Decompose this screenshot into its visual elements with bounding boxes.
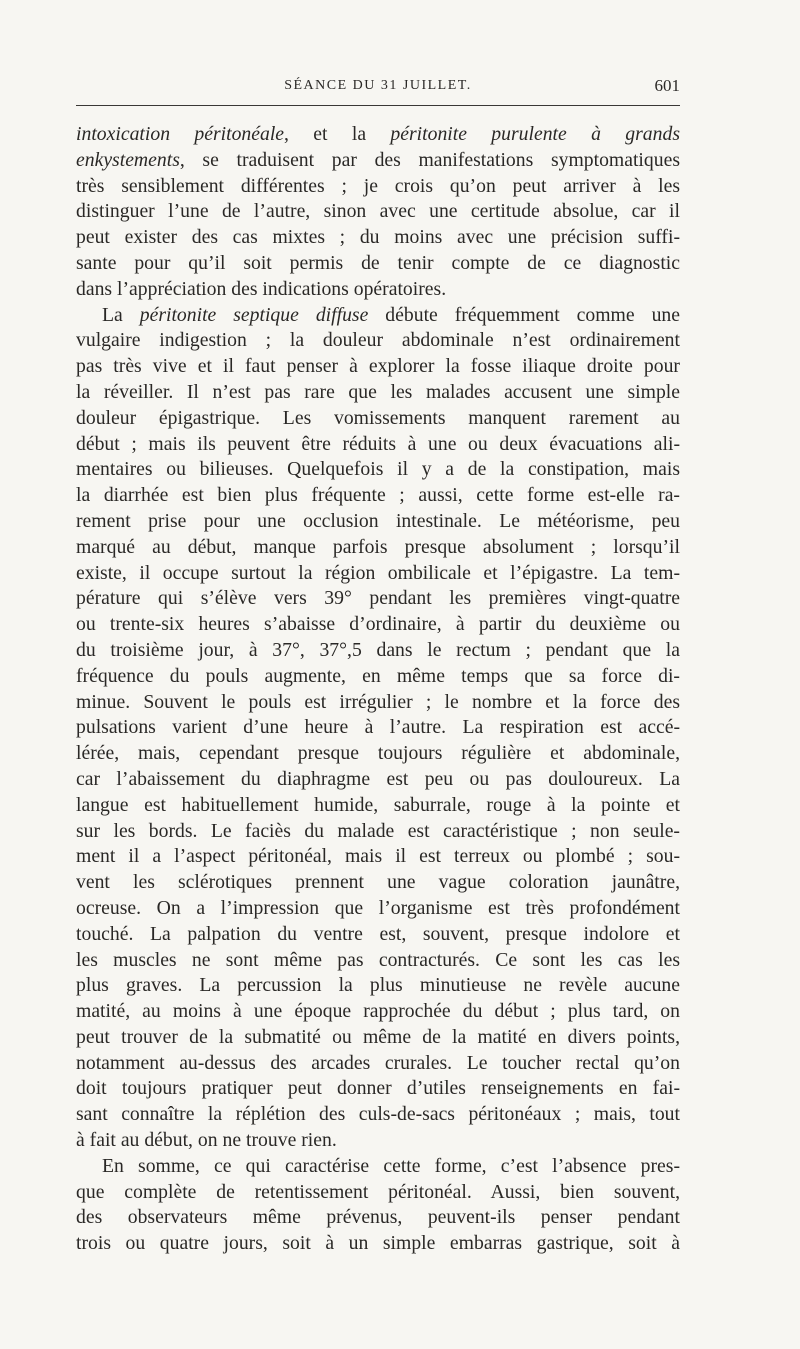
text-line [76, 1076, 680, 1102]
text-run: du troisième jour, à 37°, 37°,5 dans le rectum ; pendant que la [76, 638, 680, 661]
text-run: la diarrhée est bien plus fréquente ; aussi, cette forme est-elle ra- [76, 484, 680, 507]
header-rule [76, 105, 680, 106]
text-run: début ; mais ils peuvent être réduits à une ou deux évacuations ali- [76, 432, 680, 455]
text-line [76, 535, 680, 561]
text-line [76, 586, 680, 612]
text-line [76, 122, 680, 148]
text-run: minue. Souvent le pouls est irrégulier ; le nombre et la force des [76, 690, 680, 713]
text-run: sante pour qu’il soit permis de tenir compte de ce diagnostic [76, 251, 680, 274]
text-run: peut exister des cas mixtes ; du moins avec une précision suffi- [76, 226, 680, 249]
text-line [76, 1102, 680, 1128]
text-line [76, 277, 680, 303]
text-run: La [102, 303, 140, 326]
text-line [76, 406, 680, 432]
text-run: ment il a l’aspect péritonéal, mais il est terreux ou plombé ; sou- [76, 845, 680, 868]
text-line [76, 922, 680, 948]
text-line [76, 225, 680, 251]
text-run: rement prise pour une occlusion intestinale. Le météorisme, peu [76, 509, 680, 532]
text-run: douleur épigastrique. Les vomissements manquent rarement au [76, 406, 680, 429]
page-header [76, 76, 680, 100]
text-line [76, 1180, 680, 1206]
text-run: existe, il occupe surtout la région ombilicale et l’épigastre. La tem- [76, 561, 680, 584]
text-line [76, 1128, 680, 1154]
text-run: , et la [284, 123, 391, 145]
text-line [76, 380, 680, 406]
text-line [76, 432, 680, 458]
text-run: trois ou quatre jours, soit à un simple embarras gastrique, soit à [76, 1232, 680, 1255]
text-run: , se traduisent par des manifestations symptomatiques [179, 148, 680, 171]
text-run: doit toujours pratiquer peut donner d’utiles renseignements en fai- [76, 1077, 680, 1100]
text-line [76, 690, 680, 716]
text-line [76, 1231, 680, 1257]
body-text [76, 122, 680, 1257]
text-line [76, 819, 680, 845]
text-run: dans l’appréciation des indications opératoires. [76, 277, 447, 300]
text-run: car l’abaissement du diaphragme est peu ou pas douloureux. La [76, 767, 680, 790]
text-line [76, 199, 680, 225]
text-run: plus graves. La percussion la plus minutieuse ne revèle aucune [76, 974, 680, 997]
text-line [76, 844, 680, 870]
text-line [76, 612, 680, 638]
page-number: 601 [654, 76, 680, 95]
text-line [76, 509, 680, 535]
text-line [76, 561, 680, 587]
text-run: sur les bords. Le faciès du malade est caractéristique ; non seule- [76, 819, 680, 842]
text-run: vulgaire indigestion ; la douleur abdominale n’est ordinairement [76, 329, 680, 352]
text-run: notamment au-dessus des arcades crurales. Le toucher rectal qu’on [76, 1051, 680, 1074]
text-run: En somme, ce qui caractérise cette forme, c’est l’absence pres- [102, 1154, 680, 1177]
text-run: débute fréquemment comme une [368, 303, 681, 326]
text-line [76, 328, 680, 354]
text-line [76, 1025, 680, 1051]
text-run: ou trente-six heures s’abaisse d’ordinaire, à partir du deuxième ou [76, 613, 680, 636]
text-run: les muscles ne sont même pas contracturés. Ce sont les cas les [76, 948, 680, 971]
text-line [76, 870, 680, 896]
text-line [76, 664, 680, 690]
text-run: vent les sclérotiques prennent une vague coloration jaunâtre, [76, 871, 680, 894]
text-line [76, 793, 680, 819]
text-line [76, 148, 680, 174]
text-run: pérature qui s’élève vers 39° pendant les premières vingt-quatre [76, 587, 680, 610]
text-line [76, 999, 680, 1025]
text-run: à fait au début, on ne trouve rien. [76, 1129, 337, 1152]
italic-term: péritonite purulente à grands [390, 123, 680, 145]
text-run: lérée, mais, cependant presque toujours régulière et abdominale, [76, 742, 680, 765]
text-line [76, 1154, 680, 1180]
text-line [76, 741, 680, 767]
text-line [76, 1205, 680, 1231]
text-line [76, 973, 680, 999]
text-line [76, 896, 680, 922]
text-run: marqué au début, manque parfois presque absolument ; lorsqu’il [76, 535, 680, 558]
text-line [76, 638, 680, 664]
italic-term: intoxication péritonéale [76, 123, 285, 145]
text-run: la réveiller. Il n’est pas rare que les malades accusent une simple [76, 380, 680, 403]
text-line [76, 948, 680, 974]
text-line [76, 1051, 680, 1077]
text-run: distinguer l’une de l’autre, sinon avec une certitude absolue, car il [76, 200, 680, 223]
text-run: matité, au moins à une époque rapprochée du début ; plus tard, on [76, 1000, 680, 1023]
text-run: fréquence du pouls augmente, en même temps que sa force di- [76, 664, 680, 687]
italic-term: enkystements [76, 148, 180, 171]
text-line [76, 354, 680, 380]
text-line [76, 303, 680, 329]
text-line [76, 767, 680, 793]
text-run: touché. La palpation du ventre est, souvent, presque indolore et [76, 922, 680, 945]
text-run: langue est habituellement humide, saburrale, rouge à la pointe et [76, 793, 680, 816]
text-line [76, 251, 680, 277]
text-run: pulsations varient d’une heure à l’autre. La respiration est accé- [76, 716, 680, 739]
text-line [76, 174, 680, 200]
text-line [76, 715, 680, 741]
text-line [76, 457, 680, 483]
text-run: très sensiblement différentes ; je crois qu’on peut arriver à les [76, 174, 680, 197]
running-title: SÉANCE DU 31 JUILLET. [284, 78, 472, 93]
italic-term: péritonite septique diffuse [139, 303, 369, 326]
text-run: des observateurs même prévenus, peuvent-ils penser pendant [76, 1206, 680, 1229]
text-run: sant connaître la réplétion des culs-de-sacs péritonéaux ; mais, tout [76, 1103, 680, 1126]
text-run: mentaires ou bilieuses. Quelquefois il y a de la constipation, mais [76, 458, 680, 481]
text-run: que complète de retentissement péritonéal. Aussi, bien souvent, [76, 1180, 680, 1203]
text-line [76, 483, 680, 509]
text-run: pas très vive et il faut penser à explorer la fosse iliaque droite pour [76, 355, 680, 378]
text-run: ocreuse. On a l’impression que l’organisme est très profondément [76, 896, 680, 919]
text-run: peut trouver de la submatité ou même de la matité en divers points, [76, 1025, 680, 1048]
